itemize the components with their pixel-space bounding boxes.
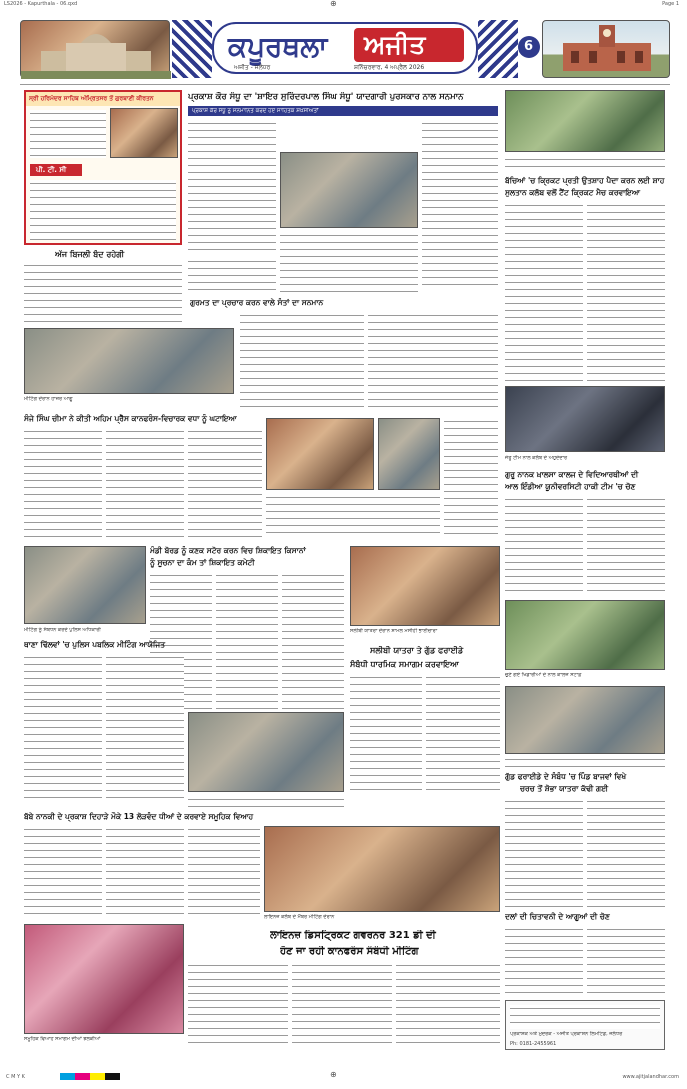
gurmat-caption: ਮੀਟਿੰਗ ਦੌਰਾਨ ਹਾਜ਼ਰ ਆਗੂ [24, 396, 73, 402]
page-number: 6 [524, 39, 534, 54]
power-cut-headline: ਅੱਜ ਬਿਜਲੀ ਬੰਦ ਰਹੇਗੀ [55, 250, 125, 259]
police-text-1 [24, 654, 102, 804]
gurmat-text-1 [240, 312, 364, 412]
masthead-left-photo [20, 20, 170, 78]
palace-icon [21, 21, 171, 79]
lead-subhead-bar [188, 106, 498, 116]
promo-text-2 [30, 180, 176, 240]
police-photo [188, 712, 344, 792]
masthead-rule [20, 84, 670, 85]
ptc-badge [30, 164, 82, 176]
clocktower-icon [543, 21, 671, 79]
masthead [20, 16, 670, 82]
farmers-headline-2: ਨੂੰ ਸੂਚਨਾ ਦਾ ਕੰਮ ਤਾਂ ਸ਼ਿਕਾਇਤ ਕਮੇਟੀ [150, 558, 255, 567]
goodfriday-headline-2: ਚਰਚ ਤੋਂ ਸ਼ੋਭਾ ਯਾਤਰਾ ਕੱਢੀ ਗਈ [520, 784, 609, 793]
lead-text-col2 [280, 232, 418, 292]
lead-text-col1b [188, 258, 276, 292]
cricket-caption: ਜੇਤੂ ਟੀਮ ਨਾਲ ਕਲੱਬ ਦੇ ਅਹੁਦੇਦਾਰ [505, 455, 568, 461]
university-headline-2: ਆਲ ਇੰਡੀਆ ਯੂਨੀਵਰਸਿਟੀ ਹਾਕੀ ਟੀਮ 'ਚ ਚੋਣ [505, 482, 636, 491]
police-caption: ਮੀਟਿੰਗ ਨੂੰ ਸੰਬੋਧਨ ਕਰਦੇ ਪੁਲਿਸ ਅਧਿਕਾਰੀ [24, 627, 101, 633]
procession-headline-1: ਸਲੀਬੀ ਯਾਤਰਾ ਤੇ ਗੁੱਡ ਫਰਾਈਡੇ [370, 646, 464, 655]
lions-text-1 [188, 962, 288, 1048]
print-page-label: Page 1 [662, 1, 679, 7]
cricket-text-col1 [505, 202, 583, 382]
lead-text-col3 [422, 120, 498, 290]
lions-text-3 [396, 962, 500, 1048]
imprint-lines [510, 1005, 660, 1029]
registration-mark-bottom-icon: ⊕ [330, 1070, 337, 1079]
footer-cmyk: C M Y K [6, 1074, 25, 1080]
promo-text-1 [30, 110, 106, 158]
police-photo-caption [188, 796, 344, 808]
procession-caption: ਸਲੀਬੀ ਯਾਤਰਾ ਦੌਰਾਨ ਸ਼ਾਮਲ ਮਸੀਹੀ ਭਾਈਚਾਰਾ [350, 628, 438, 634]
procession-text-2 [426, 674, 500, 794]
left-pattern [172, 20, 212, 78]
sanjay-photo-1 [266, 418, 374, 490]
sanjay-headline: ਸੰਜੇ ਸਿੰਘ ਚੀਮਾ ਨੇ ਕੀਤੀ ਅਹਿਮ ਪ੍ਰੈੱਸ ਕਾਨਫਰੰਸ-ਵਿਚਾਰਕ ਵਧਾ ਨੂੰ ਘਟਾਇਆ [24, 414, 237, 423]
sanjay-text-5 [266, 494, 440, 538]
gurmat-photo [24, 328, 234, 394]
police-text-2 [106, 654, 184, 804]
print-slug: LS2026 - Kapurthala - 06.qxd [4, 1, 78, 7]
election-text-2 [587, 926, 665, 996]
imprint-box [505, 1000, 665, 1050]
imprint-text: ਪ੍ਰਕਾਸ਼ਕ ਅਤੇ ਮੁਦਰਕ - ਅਜੀਤ ਪ੍ਰਕਾਸ਼ਨ ਲਿਮਟਿਡ, ਜਲੰਧਰ [510, 1031, 623, 1037]
university-headline-1: ਗੁਰੂ ਨਾਨਕ ਖ਼ਾਲਸਾ ਕਾਲਜ ਦੇ ਵਿਦਿਆਰਥੀਆਂ ਦੀ [505, 470, 639, 479]
gurmat-headline: ਗੁਰਮਤ ਦਾ ਪ੍ਰਚਾਰ ਕਰਨ ਵਾਲੇ ਸੰਤਾਂ ਦਾ ਸਨਮਾਨ [190, 298, 324, 307]
university-caption: ਚੁਣੇ ਗਏ ਖਿਡਾਰੀਆਂ ਦੇ ਨਾਲ ਕਾਲਜ ਸਟਾਫ਼ [505, 672, 582, 678]
wedding-headline: ਬੱਬੇ ਨਾਨਕੀ ਦੇ ਪ੍ਰਕਾਸ਼ ਦਿਹਾੜੇ ਮੌਕੇ 13 ਲੋੜਵੰਦ ਧੀਆਂ ਦੇ ਕਰਵਾਏ ਸਮੂਹਿਕ ਵਿਆਹ [24, 812, 254, 821]
ptc-label: ਪੀ. ਟੀ. ਸੀ [36, 166, 67, 174]
election-text-1 [505, 926, 583, 996]
wedding-text-3 [188, 826, 260, 920]
lead-photo [280, 152, 418, 228]
cricket-caption-lines [505, 156, 665, 170]
masthead-sub: ਅਜੀਤ - ਜਲੰਧਰ [234, 64, 271, 71]
paper-badge [354, 28, 464, 62]
color-bar [60, 1073, 120, 1080]
wedding-text-2 [106, 826, 184, 920]
farmers-photo [24, 546, 146, 624]
lions-headline-2: ਹੋਣ ਜਾ ਰਹੀ ਕਾਨਫਰੰਸ ਸੰਬੰਧੀ ਮੀਟਿੰਗ [280, 946, 419, 957]
lions-headline-1: ਲਾਇਨਜ਼ ਡਿਸਟ੍ਰਿਕਟ ਗਵਰਨਰ 321 ਡੀ ਦੀ [270, 930, 436, 941]
farmers-text-3 [282, 572, 344, 710]
gurmat-text-2 [368, 312, 498, 412]
print-footer [0, 1070, 687, 1089]
goodfriday-photo [505, 686, 665, 754]
wedding-photo-group [264, 826, 500, 912]
lead-text-col1 [188, 120, 276, 255]
lions-text-2 [292, 962, 392, 1048]
cricket-headline-1: ਬੱਚਿਆਂ 'ਚ ਕ੍ਰਿਕਟ ਪ੍ਰਤੀ ਉਤਸ਼ਾਹ ਪੈਦਾ ਕਰਨ ਲਈ ਸ਼ਾਹ [505, 176, 665, 185]
page-number-badge [518, 36, 540, 58]
cricket-photo-2 [505, 386, 665, 452]
farmers-text-2 [216, 572, 278, 710]
registration-mark-icon: ⊕ [330, 0, 337, 8]
footer-url: www.ajitjalandhar.com [622, 1074, 679, 1080]
police-headline: ਥਾਣਾ ਢਿੱਲਵਾਂ 'ਚ ਪੁਲਿਸ ਪਬਲਿਕ ਮੀਟਿੰਗ ਆਯੋਜਿਤ [24, 640, 165, 649]
sanjay-photo-2 [378, 418, 440, 490]
masthead-date: ਸ਼ਨਿੱਚਰਵਾਰ, 4 ਅਪ੍ਰੈਲ 2026 [354, 64, 425, 71]
election-headline: ਦਲਾਂ ਦੀ ਚਿਤਾਵਨੀ ਦੇ ਆਗੂਆਂ ਦੀ ਚੋਣ [505, 912, 610, 921]
cricket-headline-2: ਸੁਲਤਾਨ ਕਲੱਬ ਵਲੋਂ ਟੈਂਟ ਕ੍ਰਿਕਟ ਮੈਚ ਕਰਵਾਇਆ [505, 188, 640, 197]
power-cut-text [24, 262, 182, 322]
golden-temple-photo [110, 108, 178, 158]
lions-caption: ਲਾਇਨਜ਼ ਕਲੱਬ ਦੇ ਮੈਂਬਰ ਮੀਟਿੰਗ ਦੌਰਾਨ [264, 914, 335, 920]
procession-text-1 [350, 674, 422, 794]
wedding-photo-brides [24, 924, 184, 1034]
lead-headline: ਪ੍ਰਕਾਸ਼ ਕੌਰ ਸੰਧੂ ਦਾ 'ਸ਼ਾਇਰ ਸੁਰਿੰਦਰਪਾਲ ਸਿੰਘ ਸੰਧੂ' ਯਾਦਗਾਰੀ ਪੁਰਸਕਾਰ ਨਾਲ ਸਨਮਾਨ [188, 92, 464, 102]
goodfriday-text-1 [505, 798, 583, 908]
sanjay-text-4 [444, 418, 498, 538]
sanjay-text-2 [106, 428, 184, 538]
wedding-text-1 [24, 826, 102, 920]
wedding-caption: ਸਮੂਹਿਕ ਵਿਆਹ ਸਮਾਗਮ ਦੀਆਂ ਝਲਕੀਆਂ [24, 1036, 101, 1042]
farmers-headline-1: ਮੰਡੀ ਬੋਰਡ ਨੂੰ ਕਣਕ ਸਟੋਰ ਕਰਨ ਵਿਚ ਸ਼ਿਕਾਇਤ ਕਿਸਾਨਾਂ [150, 546, 306, 555]
title-block [212, 22, 478, 74]
print-header [0, 0, 687, 9]
university-text-1 [505, 496, 583, 596]
university-photo [505, 600, 665, 670]
cricket-text-col2 [587, 202, 665, 382]
procession-headline-2: ਸੰਬੰਧੀ ਧਾਰਮਿਕ ਸਮਾਗਮ ਕਰਵਾਇਆ [350, 660, 459, 669]
promo-title-bar [26, 92, 180, 106]
sanjay-text-3 [188, 428, 262, 538]
lead-subhead: ਪ੍ਰਕਾਸ਼ ਕੌਰ ਸੰਧੂ ਨੂੰ ਸਨਮਾਨਿਤ ਕਰਦੇ ਹੋਏ ਸਾਹਿਤਕ ਸ਼ਖ਼ਸੀਅਤਾਂ [192, 108, 319, 114]
promo-box [24, 90, 182, 245]
sanjay-text-1 [24, 428, 102, 538]
masthead-right-photo [542, 20, 670, 78]
imprint-phone: Ph: 0181-2455961 [510, 1041, 557, 1047]
right-pattern [478, 20, 518, 78]
promo-title: ਸ੍ਰੀ ਹਰਿਮੰਦਰ ਸਾਹਿਬ ਅੰਮ੍ਰਿਤਸਰ ਤੋਂ ਗੁਰਬਾਣੀ ਕੀਰਤਨ [29, 95, 154, 102]
cricket-photo-1 [505, 90, 665, 152]
goodfriday-headline-1: ਗੁੱਡ ਫਰਾਈਡੇ ਦੇ ਸੰਬੰਧ 'ਚ ਪਿੰਡ ਬਾਜਵਾਂ ਵਿਖੇ [505, 772, 627, 781]
paper-title: ਅਜੀਤ [364, 30, 426, 59]
goodfriday-photo-caption [505, 756, 665, 768]
goodfriday-text-2 [587, 798, 665, 908]
city-title: ਕਪੂਰਥਲਾ [228, 30, 328, 63]
procession-photo [350, 546, 500, 626]
university-text-2 [587, 496, 665, 596]
